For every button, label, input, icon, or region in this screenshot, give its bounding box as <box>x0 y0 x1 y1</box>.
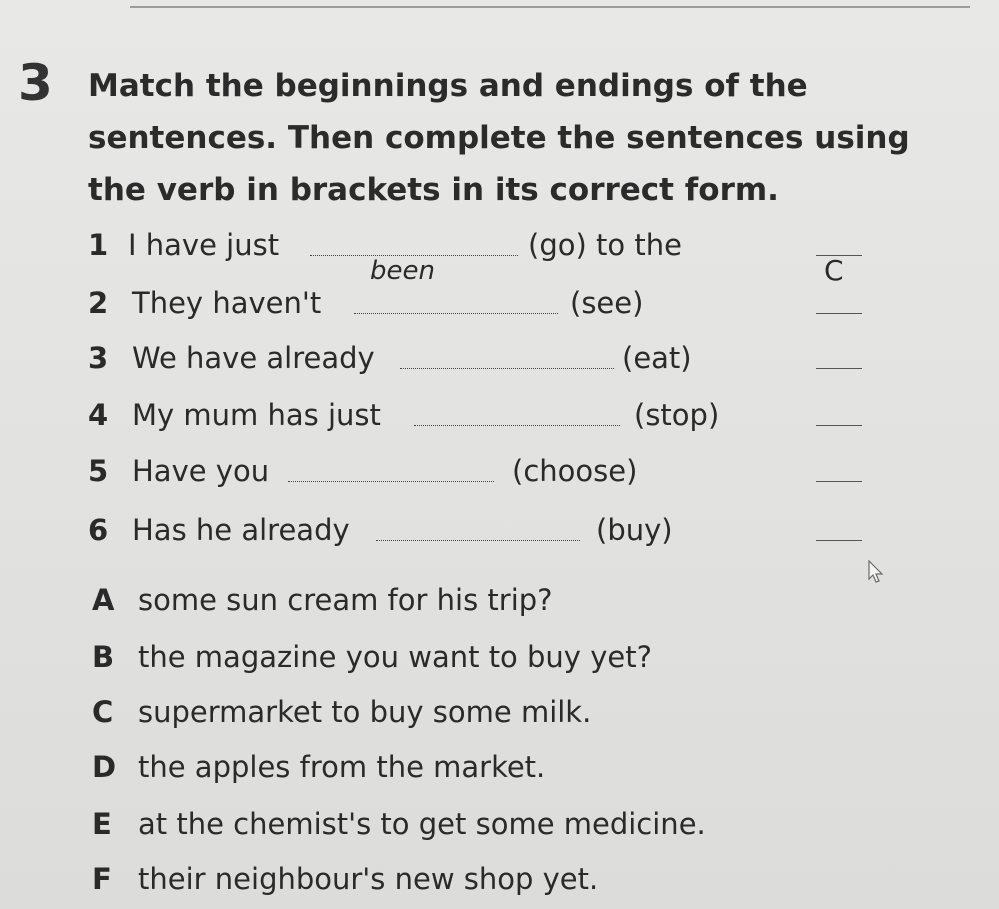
verb-prompt: (buy) <box>596 513 673 547</box>
item-number: 3 <box>88 341 109 375</box>
ending-letter: E <box>92 807 112 841</box>
letter-answer-blank[interactable] <box>816 425 862 426</box>
verb-answer-blank[interactable] <box>310 255 518 286</box>
verb-answer-blank[interactable] <box>354 313 558 314</box>
ending-letter: F <box>92 862 112 896</box>
item-number: 2 <box>88 286 109 320</box>
sentence-ending-d <box>92 745 972 789</box>
letter-answer: C <box>824 254 844 287</box>
letter-answer-blank[interactable] <box>816 313 862 314</box>
letter-answer-blank[interactable] <box>816 368 862 369</box>
ending-letter: D <box>92 750 117 784</box>
ending-text: supermarket to buy some milk. <box>138 695 592 729</box>
verb-prompt: (choose) <box>512 454 638 488</box>
sentence-start: They haven't <box>132 286 322 320</box>
sentence-start: I have just <box>128 228 280 262</box>
sentence-ending-f <box>92 857 972 901</box>
verb-prompt: (stop) <box>634 398 720 432</box>
sentence-start: Has he already <box>132 513 350 547</box>
item-number: 5 <box>88 454 109 488</box>
verb-prompt: (see) <box>570 286 644 320</box>
sentence-ending-a <box>92 578 972 622</box>
verb-prompt: (go) to the <box>528 228 682 262</box>
sentence-beginning-2 <box>88 283 968 323</box>
sentence-start: We have already <box>132 341 375 375</box>
sentence-beginning-6 <box>88 510 968 550</box>
verb-prompt: (eat) <box>622 341 692 375</box>
ending-letter: B <box>92 640 115 674</box>
top-rule <box>130 6 970 8</box>
letter-answer-blank[interactable] <box>816 540 862 541</box>
sentence-ending-e <box>92 802 972 846</box>
ending-text: their neighbour's new shop yet. <box>138 862 599 896</box>
ending-text: the magazine you want to buy yet? <box>138 640 652 674</box>
ending-text: the apples from the market. <box>138 750 546 784</box>
sentence-ending-c <box>92 690 972 734</box>
ending-text: at the chemist's to get some medicine. <box>138 807 706 841</box>
ending-letter: A <box>92 583 115 617</box>
sentence-beginning-4 <box>88 395 968 435</box>
mouse-cursor-icon <box>868 560 884 588</box>
verb-answer-blank[interactable] <box>400 368 614 369</box>
sentence-start: My mum has just <box>132 398 381 432</box>
sentence-beginning-5 <box>88 451 968 491</box>
letter-answer-blank[interactable] <box>816 481 862 482</box>
sentence-beginning-3 <box>88 338 968 378</box>
exercise-number: 3 <box>18 54 53 112</box>
exercise-instructions: Match the beginnings and endings of the sentences. Then complete the sentences using the verb in brackets in its correct form. <box>88 68 910 208</box>
ending-text: some sun cream for his trip? <box>138 583 553 617</box>
letter-answer-blank[interactable] <box>816 254 862 287</box>
sentence-start: Have you <box>132 454 270 488</box>
item-number: 4 <box>88 398 109 432</box>
verb-answer: been <box>370 256 435 286</box>
item-number: 6 <box>88 513 109 547</box>
verb-answer-blank[interactable] <box>288 481 494 482</box>
item-number: 1 <box>88 228 109 262</box>
verb-answer-blank[interactable] <box>376 540 580 541</box>
sentence-ending-b <box>92 635 972 679</box>
sentence-beginning-1 <box>88 225 968 287</box>
verb-answer-blank[interactable] <box>414 425 620 426</box>
ending-letter: C <box>92 695 114 729</box>
